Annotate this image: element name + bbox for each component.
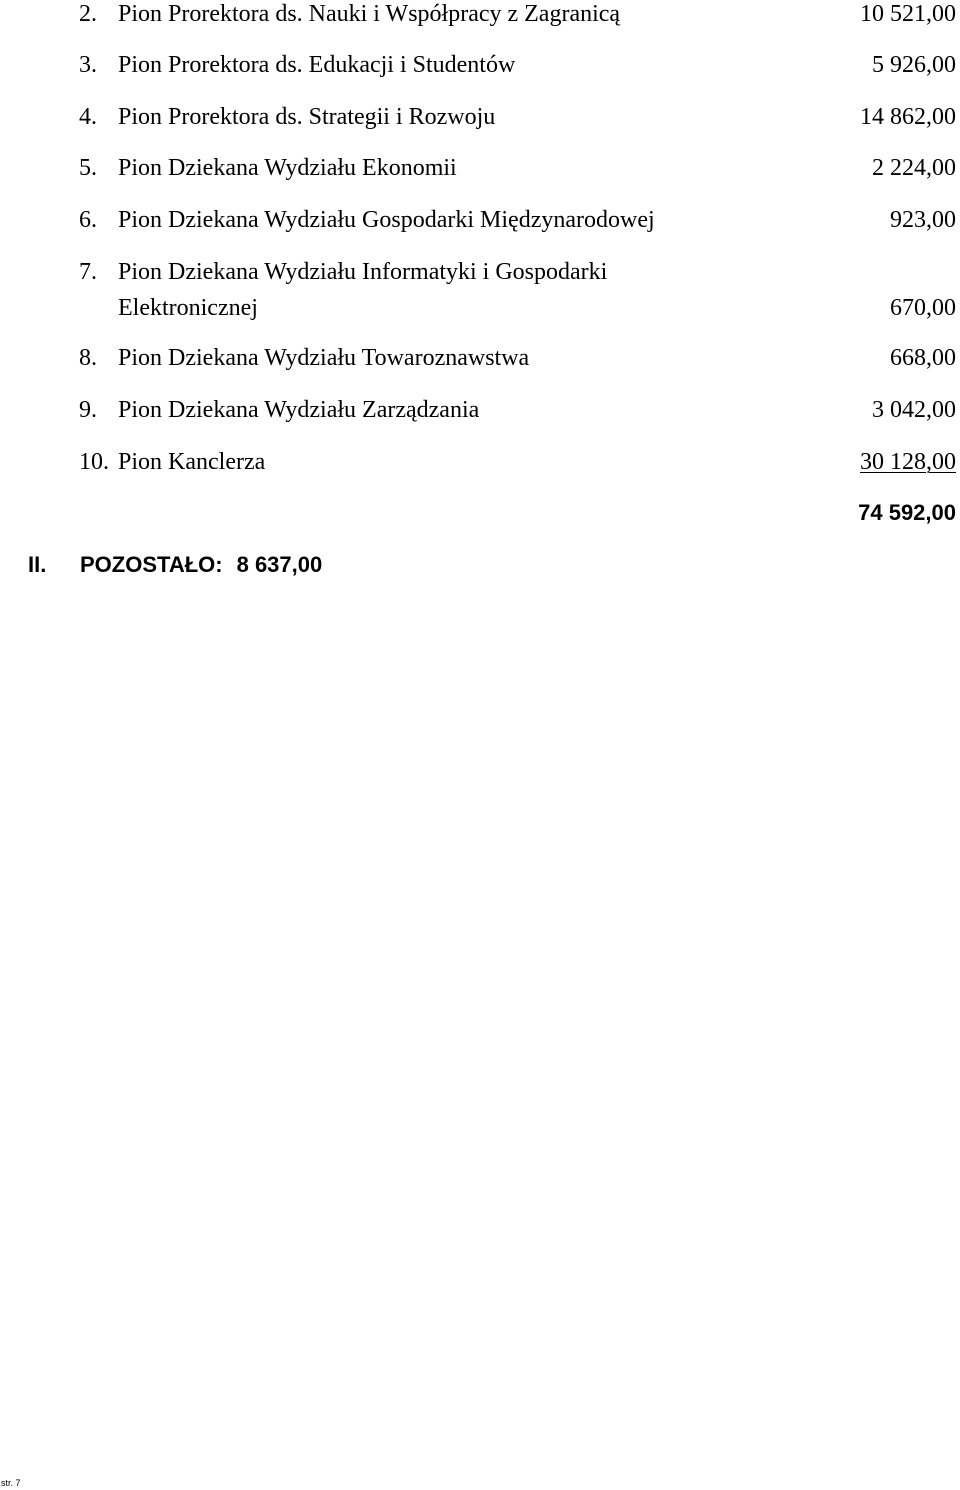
item-amount: 923,00 (890, 207, 956, 233)
item-number: 6. (79, 207, 97, 233)
item-label: Pion Prorektora ds. Edukacji i Studentów (118, 52, 516, 78)
item-number: 5. (79, 155, 97, 181)
item-label-line2: Elektronicznej (118, 295, 258, 321)
item-label: Pion Prorektora ds. Nauki i Współpracy z Zagranicą (118, 1, 621, 27)
item-label: Pion Dziekana Wydziału Towaroznawstwa (118, 345, 530, 371)
item-number: 3. (79, 52, 97, 78)
item-amount: 30 128,00 (860, 449, 956, 475)
item-number: 10. (79, 449, 109, 475)
remaining-amount: 8 637,00 (236, 552, 323, 577)
item-label: Pion Prorektora ds. Strategii i Rozwoju (118, 104, 496, 130)
item-number: 4. (79, 104, 97, 130)
item-label: Pion Kanclerza (118, 449, 266, 475)
total-amount: 74 592,00 (858, 500, 956, 525)
item-number: 8. (79, 345, 97, 371)
item-amount: 3 042,00 (872, 397, 956, 423)
item-number: 9. (79, 397, 97, 423)
remaining-section (28, 548, 322, 582)
list-item (0, 255, 960, 323)
item-amount: 14 862,00 (860, 104, 956, 130)
item-amount: 670,00 (890, 295, 956, 321)
page-number: str. 7 (1, 1478, 21, 1488)
item-label: Pion Dziekana Wydziału Ekonomii (118, 155, 457, 181)
item-amount: 10 521,00 (860, 1, 956, 27)
item-amount: 5 926,00 (872, 52, 956, 78)
item-amount: 2 224,00 (872, 155, 956, 181)
item-number: 2. (79, 1, 97, 27)
item-number: 7. (79, 259, 97, 285)
item-label: Pion Dziekana Wydziału Zarządzania (118, 397, 480, 423)
item-amount: 668,00 (890, 345, 956, 371)
section-number: II. (28, 552, 47, 577)
item-label: Pion Dziekana Wydziału Gospodarki Międzynarodowej (118, 207, 655, 233)
item-label-line1: Pion Dziekana Wydziału Informatyki i Gospodarki (118, 259, 608, 285)
remaining-label: POZOSTAŁO: (80, 552, 223, 577)
